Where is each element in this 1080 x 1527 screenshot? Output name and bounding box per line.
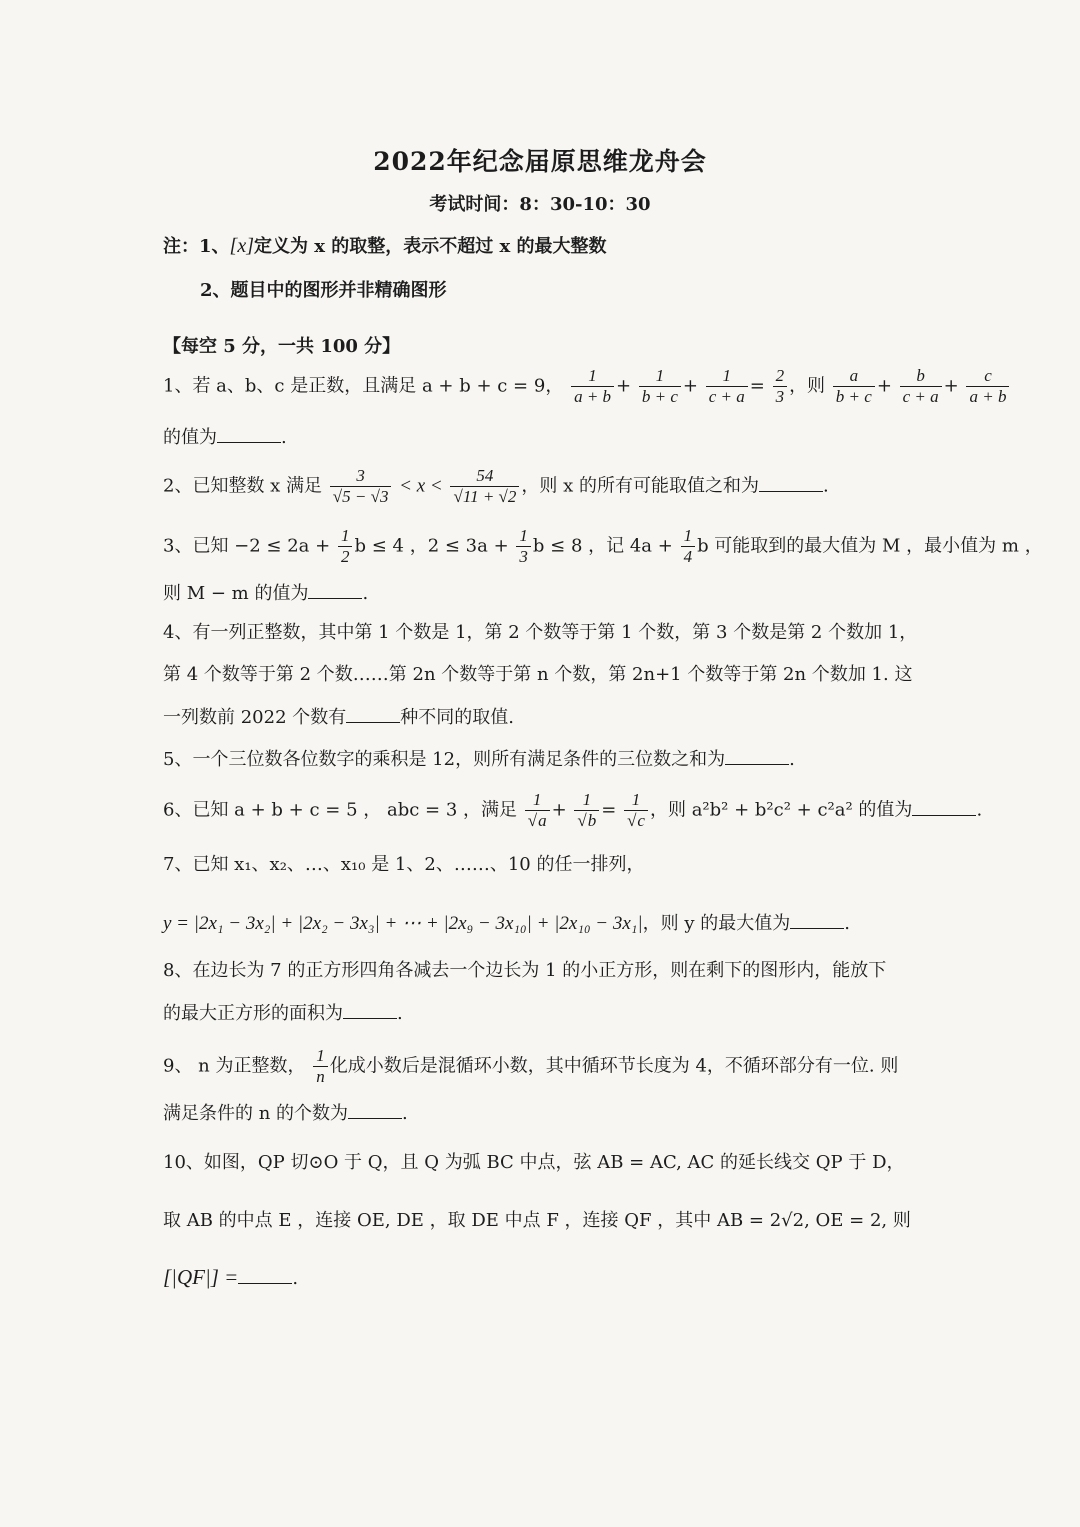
fraction: $\frac{1}{n}$ xyxy=(313,1046,328,1087)
fraction: $\frac{1}{4}$ xyxy=(681,526,696,567)
question-4-line-2: 第 4 个数等于第 2 个数……第 2n 个数等于第 n 个数，第 2n+1 个数等于第 2n 个数加 1. 这 xyxy=(163,664,913,685)
question-10-line-1: 10、如图，QP 切⊙O 于 Q，且 Q 为弧 BC 中点，弦 AB = AC, AC 的延长线交 QP 于 D， xyxy=(163,1152,905,1173)
fraction: $\frac{1}{3}$ xyxy=(516,526,531,567)
answer-blank-6[interactable] xyxy=(912,797,976,816)
fraction: $\frac{1}{2}$ xyxy=(338,526,353,567)
question-9-line-2: 满足条件的 n 的个数为 . xyxy=(163,1100,408,1127)
fraction: $\frac{1}{a + b}$ xyxy=(571,366,614,407)
answer-blank-7[interactable] xyxy=(790,910,844,929)
answer-blank-1[interactable] xyxy=(217,424,281,443)
answer-blank-8[interactable] xyxy=(343,1000,397,1019)
fraction: $\frac{b}{c + a}$ xyxy=(900,366,942,407)
question-8-line-2: 的最大正方形的面积为 . xyxy=(163,1000,403,1027)
fraction: $\frac{1}{√b}$ xyxy=(574,790,599,831)
question-10-line-3: [|QF|] = . xyxy=(163,1265,299,1289)
answer-blank-9[interactable] xyxy=(348,1100,402,1119)
answer-blank-5[interactable] xyxy=(725,746,789,765)
question-4-line-1: 4、有一列正整数，其中第 1 个数是 1，第 2 个数等于第 1 个数，第 3 个数是第 2 个数加 1， xyxy=(163,622,918,643)
fraction: $\frac{1}{√a}$ xyxy=(525,790,550,831)
question-4-line-3: 一列数前 2022 个数有 种不同的取值. xyxy=(163,704,514,731)
question-6: 6、已知 a + b + c = 5 ， abc = 3 ，满足 $\frac{1}{√a}$ + $\frac{1}{√b}$ = $\frac{1}{√c}$ ，则 a²b² + b²c² + c²a² 的值为 . xyxy=(163,790,983,830)
fraction: $\frac{a}{b + c}$ xyxy=(833,366,875,407)
fraction: $\frac{54}{√11 + √2}$ xyxy=(450,466,519,507)
note-2: 2、题目中的图形并非精确图形 xyxy=(200,280,447,301)
answer-blank-10[interactable] xyxy=(238,1265,292,1284)
fraction: $\frac{c}{a + b}$ xyxy=(966,366,1009,407)
fraction: $\frac{2}{3}$ xyxy=(773,366,788,407)
question-3-line-1: 3、已知 −2 ≤ 2a + $\frac{1}{2}$ b ≤ 4 ，2 ≤ 3a + $\frac{1}{3}$ b ≤ 8 ，记 4a + $\frac{1}{4}$ b 可能取到的最大值为 M ，最小值为 m ， xyxy=(163,526,1043,566)
question-7-line-2: y = |2x₁ − 3x₂| + |2x₂ − 3x₃| + ⋯ + |2x₉ − 3x₁₀| + |2x₁₀ − 3x₁|，则 y 的最大值为 . xyxy=(163,910,850,937)
note-1: 注：1、[x]定义为 x 的取整，表示不超过 x 的最大整数 xyxy=(163,235,607,257)
fraction: $\frac{1}{√c}$ xyxy=(624,790,648,831)
answer-blank-4[interactable] xyxy=(346,704,400,723)
question-8-line-1: 8、在边长为 7 的正方形四角各减去一个边长为 1 的小正方形，则在剩下的图形内，能放下 xyxy=(163,960,887,981)
answer-blank-2[interactable] xyxy=(759,473,823,492)
section-header: 【每空 5 分，一共 100 分】 xyxy=(163,336,401,357)
exam-time: 考试时间：8：30-10：30 xyxy=(429,194,651,215)
question-2: 2、已知整数 x 满足 $\frac{3}{√5 - √3}$ < x < $\frac{54}{√11 + √2}$ ，则 x 的所有可能取值之和为 . xyxy=(163,466,829,506)
question-9-line-1: 9、 n 为正整数， $\frac{1}{n}$ 化成小数后是混循环小数，其中循环节长度为 4，不循环部分有一位. 则 xyxy=(163,1046,899,1086)
question-10-line-2: 取 AB 的中点 E ，连接 OE, DE ，取 DE 中点 F ，连接 QF ，其中 AB = 2√2, OE = 2, 则 xyxy=(163,1210,911,1231)
question-3-line-2: 则 M − m 的值为 . xyxy=(163,580,368,607)
question-5: 5、一个三位数各位数字的乘积是 12，则所有满足条件的三位数之和为 . xyxy=(163,746,795,773)
question-7-line-1: 7、已知 x₁、x₂、…、x₁₀ 是 1、2、……、10 的任一排列， xyxy=(163,854,645,875)
fraction: $\frac{1}{c + a}$ xyxy=(706,366,748,407)
fraction: $\frac{3}{√5 - √3}$ xyxy=(330,466,392,507)
floor-bracket: [x] xyxy=(229,235,254,257)
answer-blank-3[interactable] xyxy=(308,580,362,599)
question-1-line-2: 的值为 . xyxy=(163,424,287,451)
question-1-line-1: 1、若 a、b、c 是正数，且满足 a + b + c = 9， $\frac{1}{a + b}$ + $\frac{1}{b + c}$ + $\frac{1}{c + a}$ = $\frac{2}{3}$ ，则 $\frac{a}{b + c}$ + $\frac{b}{c + a}$ + $\frac{c}{a + b}$ xyxy=(163,366,1011,407)
exam-title: 2022年纪念届原思维龙舟会 xyxy=(373,147,707,176)
fraction: $\frac{1}{b + c}$ xyxy=(639,366,681,407)
